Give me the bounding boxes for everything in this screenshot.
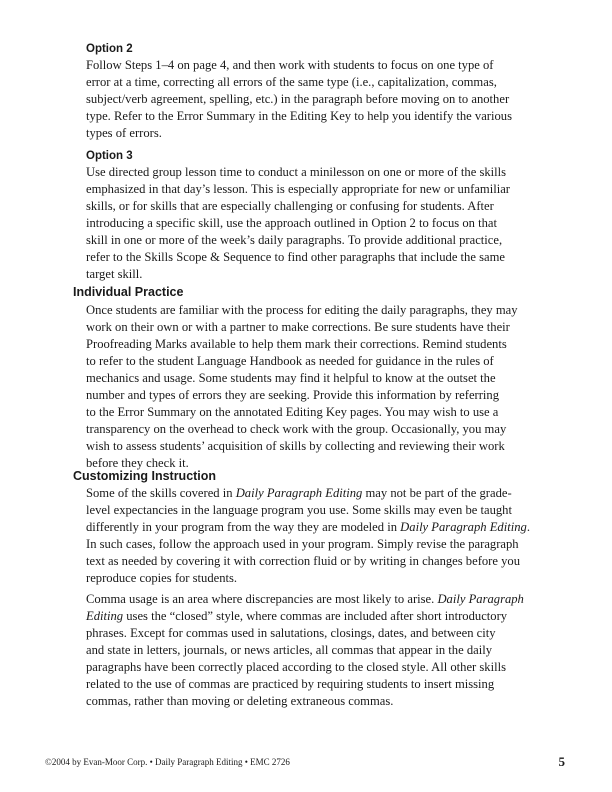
text-line: mechanics and usage. Some students may find it helpful to know at the outset the	[86, 371, 496, 385]
text-line	[86, 485, 548, 502]
option3-paragraph	[86, 164, 548, 283]
page-number: 5	[558, 754, 565, 769]
text-line	[86, 591, 548, 608]
customizing-paragraph-2	[86, 591, 548, 710]
text-line: related to the use of commas are practiced by requiring students to insert missing	[86, 677, 495, 691]
book-title: Daily Paragraph Editing	[235, 486, 363, 500]
text-line: and state in letters, journals, or news articles, all commas that appear in the daily	[86, 643, 493, 657]
text-line: skills, or for skills that are especially challenging or confusing for students. After	[86, 199, 494, 213]
customizing-paragraph-1	[86, 485, 548, 587]
text-run: differently in your program from the way they are modeled in	[86, 520, 401, 534]
text-line: types of errors.	[86, 126, 162, 140]
option2-paragraph	[86, 57, 548, 142]
text-line: number and types of errors they are seeking. Provide this information by referring	[86, 388, 500, 402]
text-run: Some of the skills covered in	[86, 486, 236, 500]
text-run: uses the “closed” style, where commas are included after short introductory	[123, 609, 508, 623]
text-line: emphasized in that day’s lesson. This is especially appropriate for new or unfamiliar	[86, 182, 510, 196]
text-line: transparency on the overhead to check work with the group. Occasionally, you may	[86, 422, 507, 436]
text-line: In such cases, follow the approach used in your program. Simply revise the paragraph	[86, 537, 519, 551]
text-line: before they check it.	[86, 456, 189, 470]
text-line: Follow Steps 1–4 on page 4, and then work with students to focus on one type of	[86, 58, 494, 72]
footer-copyright: ©2004 by Evan-Moor Corp. • Daily Paragraph Editing • EMC 2726	[45, 757, 290, 767]
text-line: refer to the Skills Scope & Sequence to find other paragraphs that include the same	[86, 250, 505, 264]
text-line: commas, rather than moving or deleting extraneous commas.	[86, 694, 394, 708]
option3-heading: Option 3	[86, 150, 133, 162]
text-line: Use directed group lesson time to conduct a minilesson on one or more of the skills	[86, 165, 507, 179]
book-title: Daily Paragraph Editing	[400, 520, 527, 534]
text-line: level expectancies in the language program you use. Some skills may even be taught	[86, 503, 512, 517]
text-line: phrases. Except for commas used in salutations, closings, dates, and between city	[86, 626, 496, 640]
book-title: Daily Paragraph	[437, 592, 524, 606]
text-line: text as needed by covering it with correction fluid or by writing in changes before you	[86, 554, 521, 568]
book-title: Editing	[86, 609, 124, 623]
individual-practice-heading: Individual Practice	[73, 285, 184, 299]
text-line: to refer to the student Language Handbook as needed for guidance in the rules of	[86, 354, 494, 368]
text-line: type. Refer to the Error Summary in the Editing Key to help you identify the various	[86, 109, 512, 123]
option2-heading: Option 2	[86, 43, 133, 55]
text-line: target skill.	[86, 267, 143, 281]
text-line: wish to assess students’ acquisition of skills by collecting and reviewing their work	[86, 439, 505, 453]
text-run: Comma usage is an area where discrepancies are most likely to arise.	[86, 592, 438, 606]
text-line: Proofreading Marks available to help them mark their corrections. Remind students	[86, 337, 507, 351]
text-line: error at a time, correcting all errors of the same type (i.e., capitalization, commas,	[86, 75, 497, 89]
text-line: work on their own or with a partner to make corrections. Be sure students have their	[86, 320, 510, 334]
text-run: may not be part of the grade-	[362, 486, 512, 500]
individual-practice-paragraph	[86, 302, 548, 472]
customizing-instruction-heading: Customizing Instruction	[73, 469, 217, 483]
text-line: to the Error Summary on the annotated Editing Key pages. You may wish to use a	[86, 405, 499, 419]
text-line: subject/verb agreement, spelling, etc.) in the paragraph before moving on to another	[86, 92, 510, 106]
text-line	[86, 519, 548, 536]
text-line: paragraphs have been correctly placed according to the closed style. All other skills	[86, 660, 506, 674]
text-run: .	[526, 520, 530, 534]
text-line	[86, 608, 548, 625]
text-line: reproduce copies for students.	[86, 571, 238, 585]
text-line: introducing a specific skill, use the approach outlined in Option 2 to focus on that	[86, 216, 497, 230]
text-line: Once students are familiar with the process for editing the daily paragraphs, they may	[86, 303, 518, 317]
text-line: skill in one or more of the week’s daily paragraphs. To provide additional practice,	[86, 233, 503, 247]
